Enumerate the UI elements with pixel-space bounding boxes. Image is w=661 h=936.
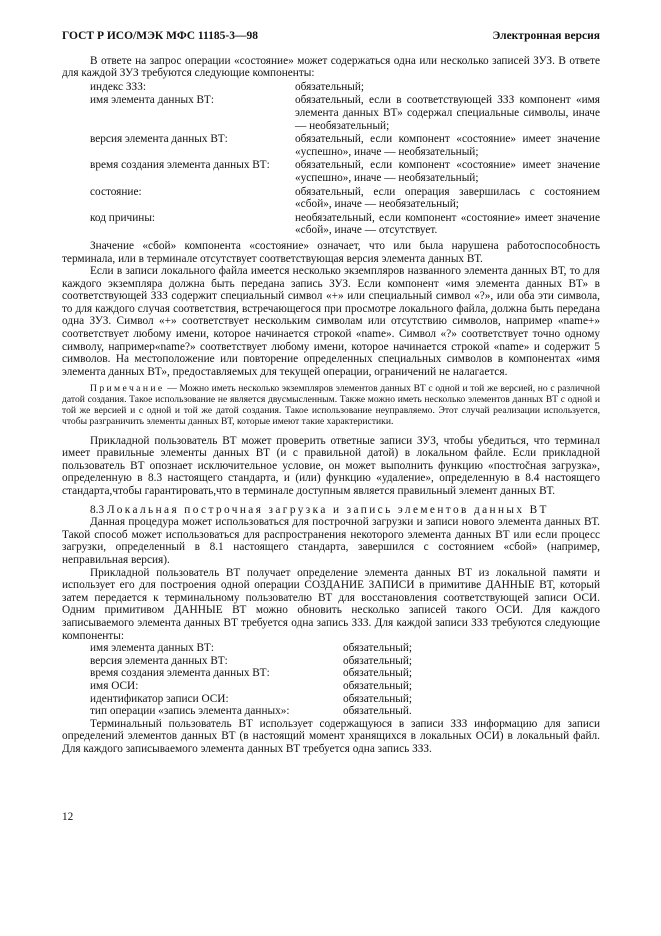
section-number: 8.3 — [90, 503, 105, 516]
list1-value-3: обязательный, если компонент «состояние» имеет значение «успешно», иначе — необязательный; — [295, 159, 600, 184]
paragraph-terminal-user: Терминальный пользователь ВТ использует содержащуюся в записи ЗЗЗ информацию для записи определений элементов данных ВТ (в настоящий момент хранящихся в локальных ОСИ) в локальный файл. Для каждого записываемого элемента данных ВТ требуется одна запись ЗЗЗ. — [62, 717, 600, 755]
note-label: Примечание — [90, 383, 165, 395]
paragraph-create-record: Прикладной пользователь ВТ получает определение элемента данных ВТ из локальной памяти и использует его для построения одной операции СОЗДАНИЕ ЗАПИСИ в примитиве ДАННЫЕ ВТ, который затем передается к терминальному пользователю ВТ для восстановления соответствующей записи ОСИ. Одним примитивом ДАННЫЕ ВТ можно обновить несколько записей такого ОСИ. Для каждого записываемого элемента данных ВТ требуется одна запись ЗЗЗ. Для каждой записи ЗЗЗ требуются следующие компоненты: — [62, 566, 600, 642]
list2-value-4: обязательный; — [343, 692, 413, 705]
paragraph-response-intro: В ответе на запрос операции «состояние» может содержаться одна или несколько записей ЗУЗ. В ответе для каждой ЗУЗ требуются следующие компоненты: — [62, 54, 600, 80]
list1-name-4: состояние: — [90, 185, 142, 198]
note-block — [62, 384, 600, 427]
note-text: — Можно иметь несколько экземпляров элементов данных ВТ с одной и той же версией, но с различной датой создания. Такое использование не является двусмысленным. Также можно иметь несколько элементов данных ВТ с одной и той же версией и с одной и той же датой создания. Такое использование неуправляемо. Этот случай реализации используется, чтобы разграничить элементы данных ВТ, которые имеют такие характеристики. — [62, 383, 600, 427]
list2-name-4: идентификатор записи ОСИ: — [90, 692, 229, 705]
list2-value-1: обязательный; — [343, 654, 413, 667]
list1-name-2: версия элемента данных ВТ: — [90, 133, 228, 146]
list2-name-3: имя ОСИ: — [90, 679, 139, 692]
section-title: Локальная построчная загрузка и запись элементов данных ВТ — [106, 503, 549, 516]
components-list-1 — [90, 81, 600, 238]
paragraph-procedure: Данная процедура может использоваться для построчной загрузки и записи нового элемента данных ВТ. Такой способ может использоваться для распространения некоторого элемента данных ВТ или если процесс загрузки, определенный в 8.1 настоящего стандарта, завершился с состоянием «сбой» (например, неправильная версия). — [62, 516, 600, 566]
list2-value-3: обязательный; — [343, 679, 413, 692]
list1-name-0: индекс ЗЗЗ: — [90, 80, 147, 93]
paragraph-failure-meaning: Значение «сбой» компонента «состояние» означает, что или была нарушена работоспособность терминала, или в терминале отсутствует соответствующая версия элемента данных ВТ. — [62, 239, 600, 265]
list2-value-0: обязательный; — [343, 642, 413, 655]
list1-name-5: код причины: — [90, 211, 156, 224]
list2-name-1: версия элемента данных ВТ: — [90, 654, 228, 667]
standard-code: ГОСТ Р ИСО/МЭК МФС 11185-3—98 — [62, 30, 258, 42]
list1-name-1: имя элемента данных ВТ: — [90, 94, 214, 107]
list2-value-2: обязательный; — [343, 667, 413, 680]
list2-name-5: тип операции «запись элемента данных»: — [90, 705, 290, 718]
list1-value-5: необязательный, если компонент «состояние» имеет значение «сбой», иначе — отсутствует. — [295, 211, 600, 237]
list2-value-5: обязательный. — [343, 705, 412, 718]
list1-value-0: обязательный; — [295, 80, 365, 93]
document-page — [62, 30, 600, 755]
list1-name-3: время создания элемента данных ВТ: — [90, 159, 270, 172]
edition-label: Электронная версия — [492, 30, 600, 42]
paragraph-wildcards: Если в записи локального файла имеется несколько экземпляров названного элемента данных ВТ, то для каждого экземпляра должна быть передана запись ЗУЗ. Если компонент «имя элемента данных ВТ» в соответствующей ЗЗЗ содержит специальный символ «+» или специальный символ «?», или оба эти символа, то для каждого случая соответствия, встречающегося при просмотре локального файла, должна быть передана одна ЗУЗ. Символ «+» соответствует нескольким символам или отсутствию символов, например «name+» соответствует любому имени, которое начинается строкой «name». Символ «?» соответствует точно одному символу, например«name?» соответствует любому имени, которое начинается строкой «name» и содержит 5 символов. На местоположение или повторение определенных специальных символов в компонентах «имя элемента данных ВТ», предоставляемых для текущей операции, ограничений не налагается. — [62, 265, 600, 378]
list1-value-1: обязательный, если в соответствующей ЗЗЗ компонент «имя элемента данных ВТ» содержал специальные символы, иначе — необязательный; — [295, 94, 600, 132]
list2-name-2: время создания элемента данных ВТ: — [90, 667, 270, 680]
page-number: 12 — [62, 811, 74, 823]
running-header — [62, 30, 600, 43]
paragraph-verify: Прикладной пользователь ВТ может проверить ответные записи ЗУЗ, чтобы убедиться, что терминал имеет правильные элементы данных ВТ (и с правильной датой) в локальном файле. Если прикладной пользователь ВТ опознает исключительное условие, он может выполнить функцию «постročная загрузка», определенную в 8.3 настоящего стандарта, и (или) функцию «удаление», определенную в 8.4 настоящего стандарта,чтобы гарантировать,что в терминале доступным является правильный элемент данных ВТ. — [62, 434, 600, 497]
list1-value-4: обязательный, если операция завершилась с состоянием «сбой», иначе — необязательный; — [295, 185, 600, 211]
list2-name-0: имя элемента данных ВТ: — [90, 642, 214, 655]
list1-value-2: обязательный, если компонент «состояние» имеет значение «успешно», иначе — необязательный; — [295, 133, 600, 158]
section-heading — [62, 504, 600, 517]
components-list-2 — [90, 642, 600, 718]
